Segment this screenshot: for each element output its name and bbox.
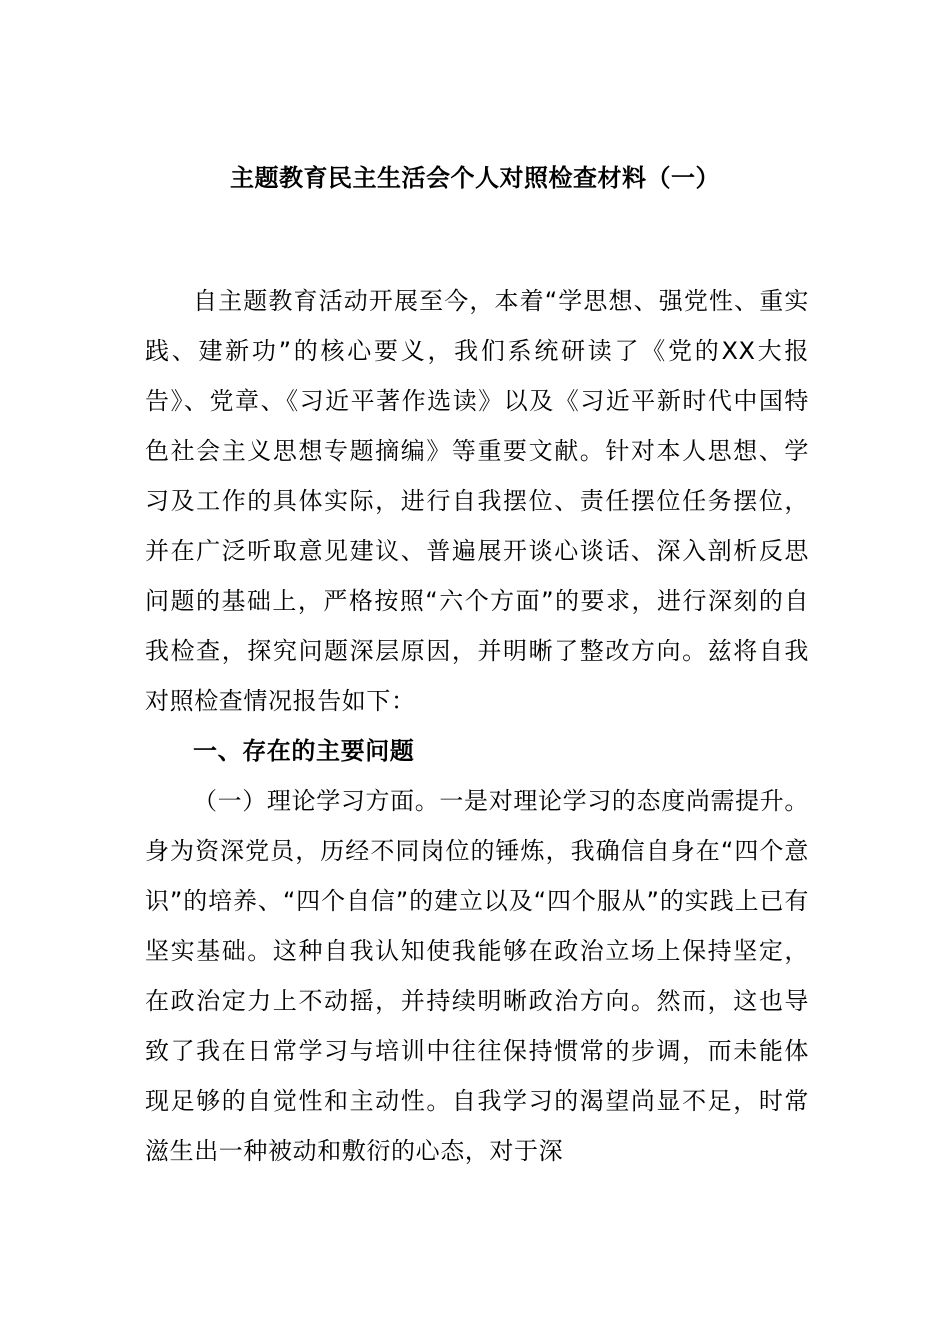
intro-paragraph: 自主题教育活动开展至今，本着“学思想、强党性、重实践、建新功”的核心要义，我们系统研读了《党的XX大报告》、党章、《习近平著作选读》以及《习近平新时代中国特色社会主义思想专题摘编》等重要文献。针对本人思想、学习及工作的具体实际，进行自我摆位、责任摆位任务摆位，并在广泛听取意见建议、普遍展开谈心谈话、深入剖析反思问题的基础上，严格按照“六个方面”的要求，进行深刻的自我检查，探究问题深层原因，并明晰了整改方向。兹将自我对照检查情况报告如下： <box>145 287 809 715</box>
subsection-paragraph: （一）理论学习方面。一是对理论学习的态度尚需提升。身为资深党员，历经不同岗位的锤炼，我确信自身在“四个意识”的培养、“四个自信”的建立以及“四个服从”的实践上已有坚实基础。这种自我认知使我能够在政治立场上保持坚定，在政治定力上不动摇，并持续明晰政治方向。然而，这也导致了我在日常学习与培训中往往保持惯常的步调，而未能体现足够的自觉性和主动性。自我学习的渴望尚显不足，时常滋生出一种被动和敷衍的心态，对于深 <box>145 787 809 1165</box>
section-heading: 一、存在的主要问题 <box>193 737 415 765</box>
document-title: 主题教育民主生活会个人对照检查材料（一） <box>230 164 720 192</box>
document-body <box>145 276 809 1176</box>
